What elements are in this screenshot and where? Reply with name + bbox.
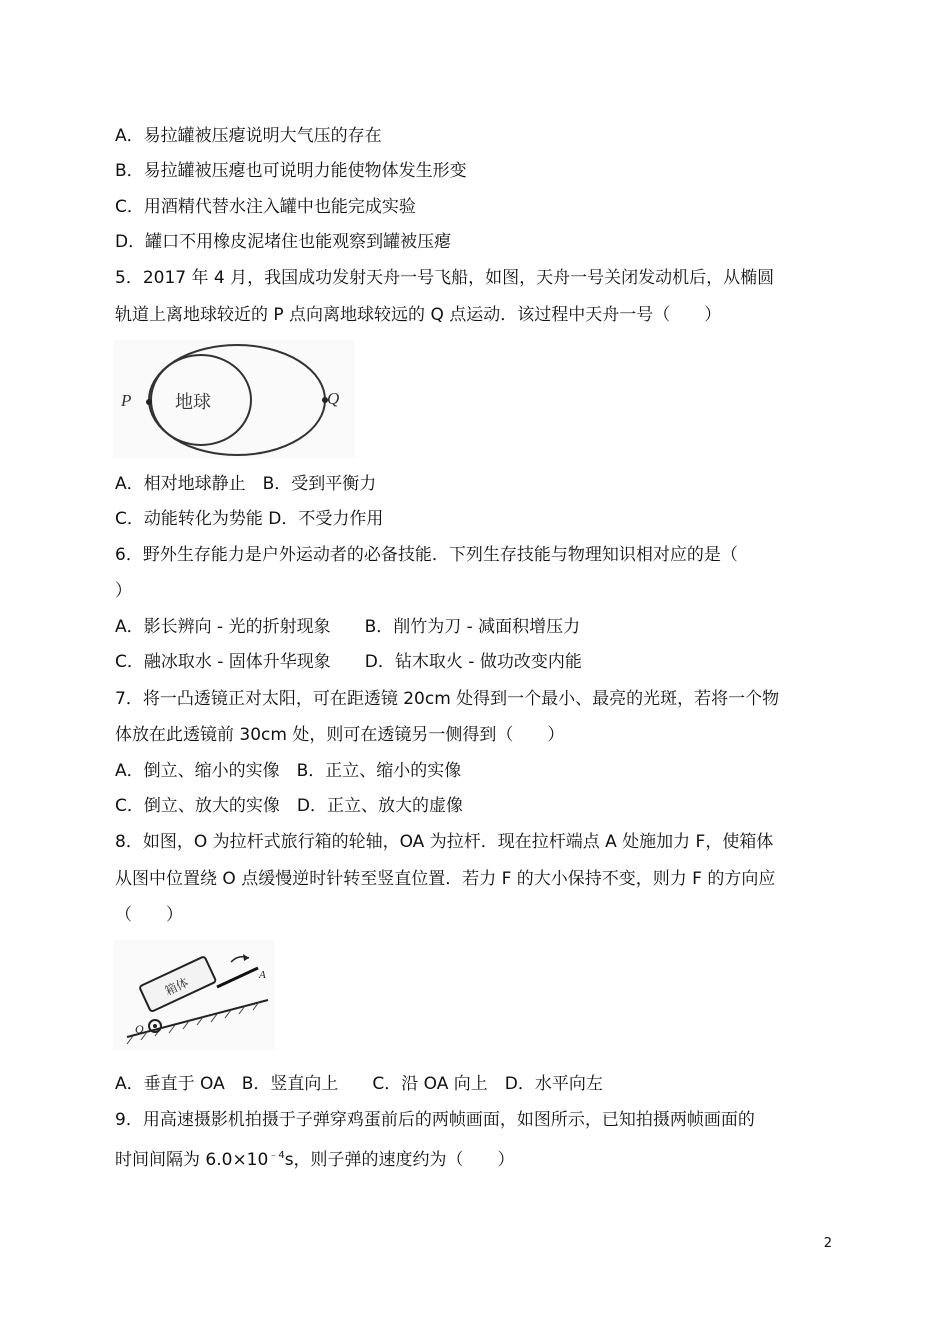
q9-stem-line2-after: s，则子弹的速度约为（ ）	[284, 1150, 515, 1170]
point-p-label: P	[121, 391, 132, 410]
q6-stem-line1: 6．野外生存能力是户外运动者的必备技能．下列生存技能与物理知识相对应的是（	[115, 545, 738, 565]
q7-stem-line2: 体放在此透镜前 30cm 处，则可在透镜另一侧得到（ ）	[115, 725, 565, 745]
q8-options: A．垂直于 OA B．竖直向上 C．沿 OA 向上 D．水平向左	[115, 1074, 603, 1094]
suitcase-figure	[113, 940, 275, 1050]
q7-stem-line1: 7．将一凸透镜正对太阳，可在距透镜 20cm 处得到一个最小、最亮的光斑，若将一个物	[115, 689, 780, 709]
q9-stem-line1: 9．用高速摄影机拍摄于子弹穿鸡蛋前后的两帧画面，如图所示，已知拍摄两帧画面的	[115, 1110, 755, 1130]
point-a-label: A	[259, 969, 266, 981]
q4-option-c: C．用酒精代替水注入罐中也能完成实验	[115, 197, 416, 217]
page-number: 2	[823, 1236, 832, 1251]
q6-stem-line2: ）	[115, 581, 132, 601]
q9-stem-line2-before: 时间间隔为 6.0×10	[115, 1150, 269, 1170]
q4-option-b: B．易拉罐被压瘪也可说明力能使物体发生形变	[115, 161, 467, 181]
earth-label: 地球	[175, 392, 211, 412]
q7-options-line1: A．倒立、缩小的实像 B．正立、缩小的实像	[115, 761, 462, 781]
q8-stem-line3: （ ）	[115, 905, 183, 925]
suitcase-label: 箱体	[162, 975, 191, 999]
q9-exponent: ﹣4	[268, 1150, 285, 1161]
q6-options-line1: A．影长辨向 - 光的折射现象 B．削竹为刀 - 减面积增压力	[115, 617, 581, 637]
q5-stem-line1: 5．2017 年 4 月，我国成功发射天舟一号飞船，如图，天舟一号关闭发动机后，从椭圆	[115, 268, 775, 288]
q5-stem-line2: 轨道上离地球较近的 P 点向离地球较远的 Q 点运动．该过程中天舟一号（ ）	[115, 305, 722, 325]
point-o-label: O	[135, 1022, 144, 1036]
point-p-dot	[146, 399, 152, 405]
q8-stem-line2: 从图中位置绕 O 点缓慢逆时针转至竖直位置．若力 F 的大小保持不变，则力 F 的方向应	[115, 869, 776, 889]
q5-options-line2: C．动能转化为势能 D．不受力作用	[115, 509, 384, 529]
q7-options-line2: C．倒立、放大的实像 D．正立、放大的虚像	[115, 796, 463, 816]
q8-stem-line1: 8．如图，O 为拉杆式旅行箱的轮轴，OA 为拉杆．现在拉杆端点 A 处施加力 F，使箱体	[115, 832, 774, 852]
q9-stem-line2	[115, 1146, 515, 1170]
orbit-figure	[113, 340, 355, 458]
q5-options-line1: A．相对地球静止 B．受到平衡力	[115, 474, 377, 494]
point-q-label: Q	[327, 389, 340, 408]
q4-option-d: D．罐口不用橡皮泥堵住也能观察到罐被压瘪	[115, 232, 452, 252]
q6-options-line2: C．融冰取水 - 固体升华现象 D．钻木取火 - 做功改变内能	[115, 652, 582, 672]
q4-option-a: A．易拉罐被压瘪说明大气压的存在	[115, 126, 382, 146]
